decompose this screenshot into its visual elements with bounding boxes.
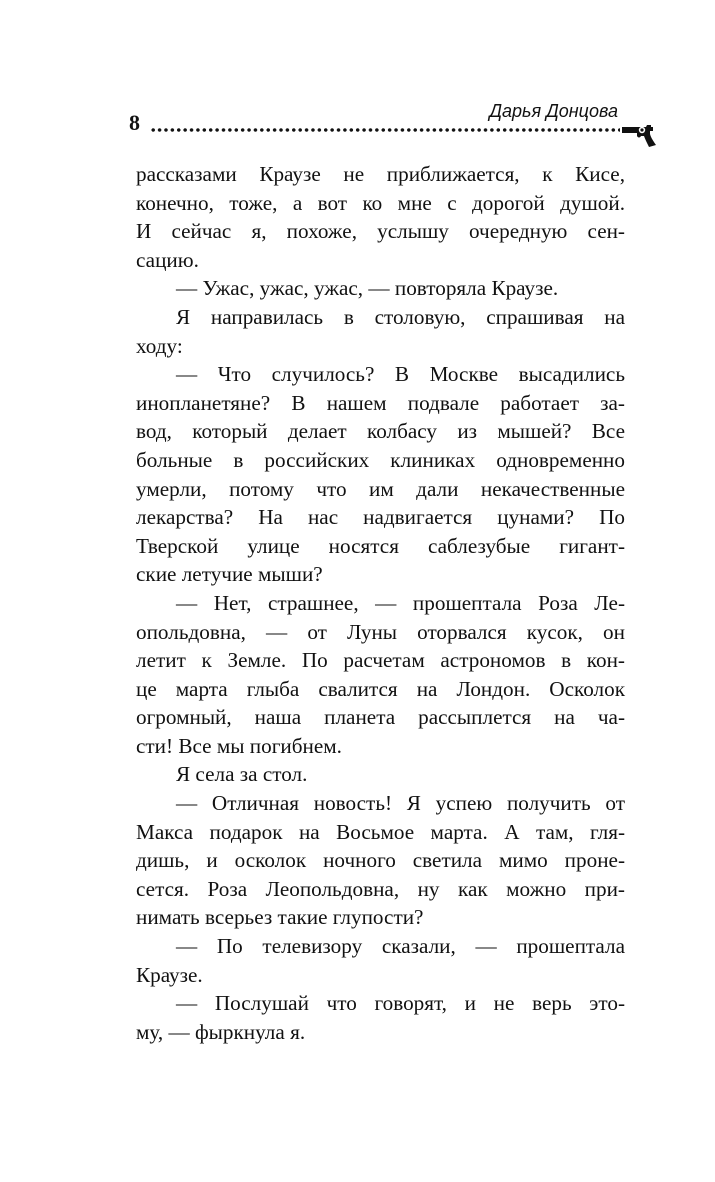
text-line: це марта глыба свалится на Лондон. Осколок <box>136 676 625 701</box>
text-line: — Что случилось? В Москве высадились <box>176 362 625 387</box>
text-line: — Послушай что говорят, и не верь это- <box>176 991 625 1016</box>
text-line: ские летучие мыши? <box>136 562 323 587</box>
text-line: опольдовна, — от Луны оторвался кусок, он <box>136 619 625 644</box>
text-line: инопланетяне? В нашем подвале работает за- <box>136 390 625 415</box>
dotted-rule <box>150 127 620 133</box>
text-line: ходу: <box>136 333 183 358</box>
text-line: — По телевизору сказали, — прошептала <box>176 934 625 959</box>
text-line: умерли, потому что им дали некачественные <box>136 476 625 501</box>
text-line: сется. Роза Леопольдовна, ну как можно при- <box>136 876 625 901</box>
text-line: лекарства? На нас надвигается цунами? По <box>136 505 625 530</box>
text-line: — Ужас, ужас, ужас, — повторяла Краузе. <box>176 276 559 301</box>
text-line: — Отличная новость! Я успею получить от <box>176 791 625 816</box>
book-text <box>136 160 625 1046</box>
running-head-author: Дарья Донцова <box>489 101 618 121</box>
text-line: Я направилась в столовую, спрашивая на <box>176 304 625 329</box>
text-line: Я села за стол. <box>176 762 308 787</box>
text-line: Тверской улице носятся саблезубые гигант- <box>136 533 625 558</box>
text-line: нимать всерьез такие глупости? <box>136 905 424 930</box>
text-line: рассказами Краузе не приближается, к Кисе, <box>136 162 625 186</box>
text-line: И сейчас я, похоже, услышу очередную сен- <box>136 219 625 244</box>
page-header <box>0 0 715 160</box>
text-line: — Нет, страшнее, — прошептала Роза Ле- <box>176 590 625 615</box>
text-line: огромный, наша планета рассыплется на ча- <box>136 705 625 730</box>
text-line: дишь, и осколок ночного светила мимо проне- <box>136 848 625 873</box>
text-line: му, — фыркнула я. <box>136 1019 306 1044</box>
text-line: конечно, тоже, а вот ко мне с дорогой душой. <box>136 190 625 215</box>
page-number: 8 <box>129 110 140 135</box>
text-line: Макса подарок на Восьмое марта. А там, гля- <box>136 819 625 844</box>
text-line: Краузе. <box>136 962 203 987</box>
revolver-icon <box>620 118 660 148</box>
text-line: сацию. <box>136 247 199 272</box>
text-line: сти! Все мы погибнем. <box>136 733 342 758</box>
text-line: летит к Земле. По расчетам астрономов в кон- <box>136 648 625 673</box>
text-line: вод, который делает колбасу из мышей? Все <box>136 419 625 444</box>
text-line: больные в российских клиниках одновременно <box>136 447 625 472</box>
